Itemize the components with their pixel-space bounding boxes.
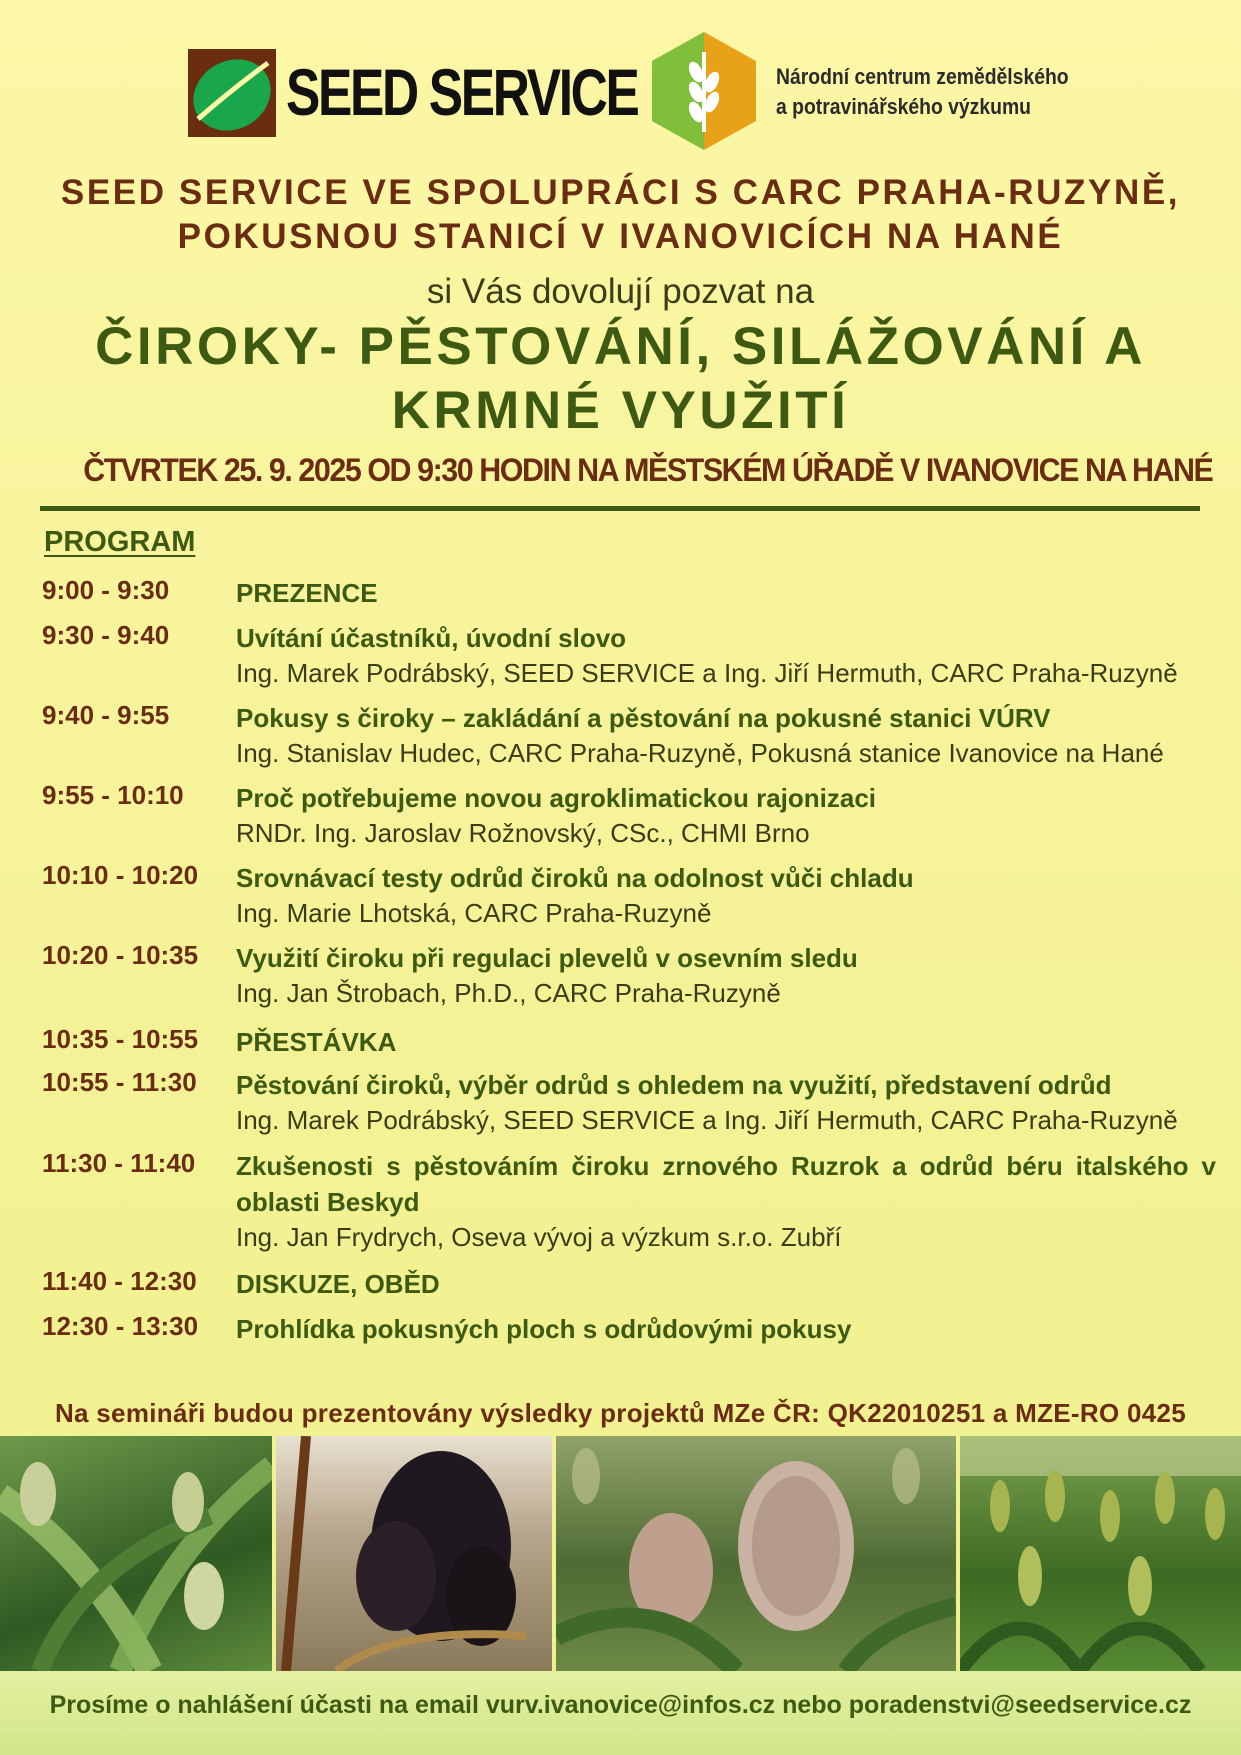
program-title: Srovnávací testy odrůd čiroků na odolnost vůči chladu — [236, 863, 914, 893]
wheat-hexagon-icon — [652, 32, 756, 150]
header-divider — [40, 506, 1200, 511]
program-title: Uvítání účastníků, úvodní slovo — [236, 623, 627, 653]
program-title: Pěstování čiroků, výběr odrůd s ohledem na využití, představení odrůd — [236, 1070, 1112, 1100]
seed-service-wordmark: SEED SERVICE — [286, 55, 638, 129]
narodni-centrum-logo — [652, 32, 1102, 150]
organizers-line-2: POKUSNOU STANICÍ V IVANOVICÍCH NA HANÉ — [177, 217, 1064, 256]
contact-note: Prosíme o nahlášení účasti na email vurv.ivanovice@infos.cz nebo poradenstvi@seedservice.cz — [49, 1691, 1192, 1719]
program-time: 10:55 - 11:30 — [42, 1067, 197, 1097]
seed-leaf-icon — [188, 49, 276, 137]
program-speaker: Ing. Marie Lhotská, CARC Praha-Ruzyně — [236, 898, 712, 928]
sorghum-photo-green-plants — [0, 1436, 272, 1671]
program-speaker: Ing. Marek Podrábský, SEED SERVICE a Ing. Jiří Hermuth, CARC Praha-Ruzyně — [236, 1105, 1178, 1135]
projects-note: Na semináři budou prezentovány výsledky projektů MZe ČR: QK22010251 a MZE-RO 0425 — [54, 1398, 1187, 1428]
program-time: 9:00 - 9:30 — [42, 575, 170, 605]
program-title: Zkušenosti s pěstováním čiroku zrnového Ruzrok a odrůd béru italského v oblasti Beskyd — [236, 1151, 1216, 1217]
invite-text: si Vás dovolují pozvat na — [426, 272, 815, 311]
program-speaker: Ing. Stanislav Hudec, CARC Praha-Ruzyně, Pokusná stanice Ivanovice na Hané — [236, 738, 1164, 768]
sorghum-photo-strip — [0, 1436, 1241, 1671]
program-time: 11:40 - 12:30 — [42, 1266, 197, 1296]
program-time: 12:30 - 13:30 — [42, 1311, 199, 1341]
program-time: 9:30 - 9:40 — [42, 620, 170, 650]
program-time: 11:30 - 11:40 — [42, 1148, 196, 1178]
program-title: PREZENCE — [236, 578, 378, 608]
program-time: 10:35 - 10:55 — [42, 1024, 199, 1054]
program-title: Proč potřebujeme novou agroklimatickou rajonizaci — [236, 783, 877, 813]
program-time: 10:20 - 10:35 — [42, 940, 199, 970]
narodni-centrum-wordmark — [776, 62, 1069, 122]
program-speaker: RNDr. Ing. Jaroslav Rožnovský, CSc., CHMI Brno — [236, 818, 810, 848]
program-title: DISKUZE, OBĚD — [236, 1269, 440, 1299]
program-speaker: Ing. Jan Štrobach, Ph.D., CARC Praha-Ruzyně — [236, 978, 781, 1008]
nc-line-1: Národní centrum zemědělského — [776, 64, 1069, 89]
event-title-line-2: KRMNÉ VYUŽITÍ — [391, 381, 850, 440]
program-time: 10:10 - 10:20 — [42, 860, 199, 890]
program-time: 9:55 - 10:10 — [42, 780, 184, 810]
program-title: PŘESTÁVKA — [236, 1027, 397, 1057]
program-title: Prohlídka pokusných ploch s odrůdovými pokusy — [236, 1314, 852, 1344]
program-speaker: Ing. Marek Podrábský, SEED SERVICE a Ing. Jiří Hermuth, CARC Praha-Ruzyně — [236, 658, 1178, 688]
program-title: Pokusy s čiroky – zakládání a pěstování na pokusné stanici VÚRV — [236, 703, 1051, 733]
sorghum-photo-field — [960, 1436, 1241, 1671]
organizers-line-1: SEED SERVICE VE SPOLUPRÁCI S CARC PRAHA-RUZYNĚ, — [60, 173, 1181, 212]
program-speaker: Ing. Jan Frydrych, Oseva vývoj a výzkum s.r.o. Zubří — [236, 1222, 842, 1252]
program-title: Využití čiroku při regulaci plevelů v osevním sledu — [236, 943, 858, 973]
program-time: 9:40 - 9:55 — [42, 700, 170, 730]
sorghum-photo-grain-heads — [556, 1436, 956, 1671]
program-heading: PROGRAM — [44, 526, 196, 558]
nc-line-2: a potravinářského výzkumu — [776, 94, 1032, 119]
event-title-line-1: ČIROKY- PĚSTOVÁNÍ, SILÁŽOVÁNÍ A — [95, 317, 1146, 376]
seed-service-logo — [188, 45, 638, 140]
date-location: ČTVRTEK 25. 9. 2025 OD 9:30 HODIN NA MĚSTSKÉM ÚŘADĚ V IVANOVICE NA HANÉ — [83, 452, 1213, 488]
sorghum-photo-dark-panicle — [276, 1436, 552, 1671]
